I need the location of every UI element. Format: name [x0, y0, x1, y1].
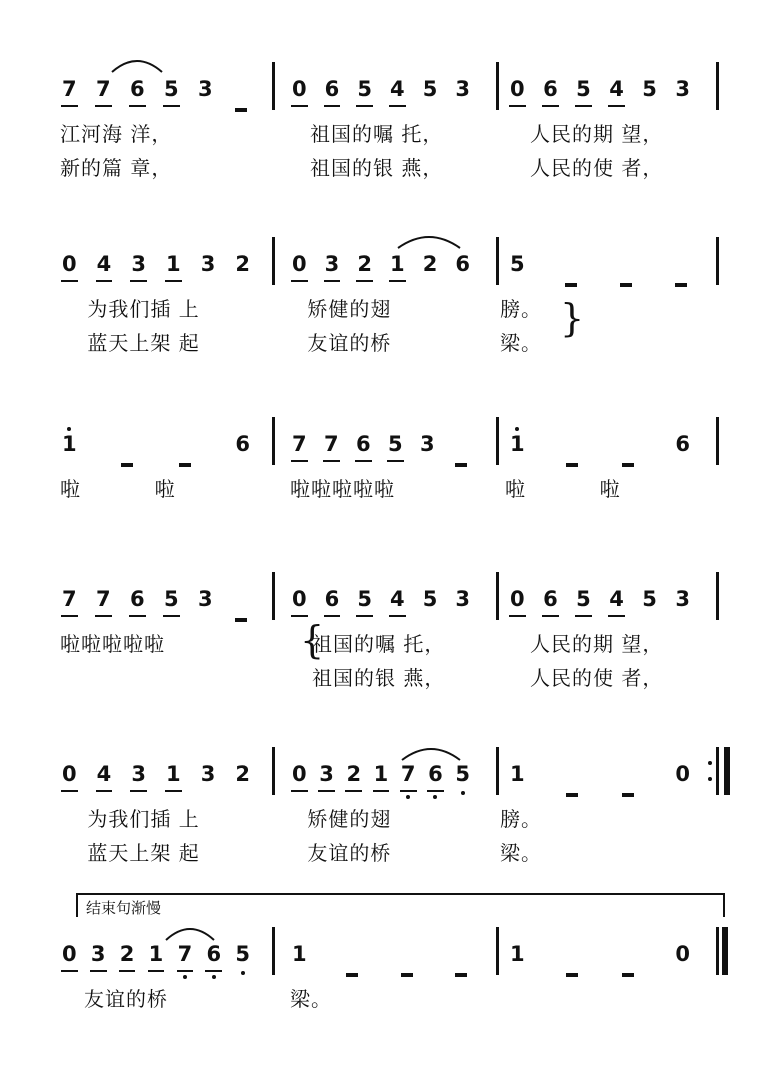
barline	[272, 237, 275, 285]
underline	[345, 790, 362, 792]
note-digit: 7	[292, 432, 307, 456]
note-digit: 4	[390, 587, 405, 611]
lyric-verse-2: 祖国的银 燕，	[310, 156, 444, 180]
underline	[129, 105, 146, 107]
low-dot	[406, 795, 410, 799]
note	[388, 431, 403, 457]
underline	[542, 105, 559, 107]
note	[62, 431, 77, 457]
high-dot	[67, 427, 71, 431]
underline	[177, 970, 194, 972]
barline	[496, 572, 499, 620]
note-digit: 5	[642, 77, 657, 101]
note	[390, 251, 405, 277]
underline	[165, 280, 182, 282]
note	[609, 76, 624, 102]
note	[164, 586, 179, 612]
measure	[292, 586, 470, 612]
underline	[575, 615, 592, 617]
barline	[272, 927, 275, 975]
barline	[272, 572, 275, 620]
note-digit: 6	[324, 587, 340, 611]
measure	[292, 761, 470, 787]
note-digit: 0	[675, 762, 690, 786]
slur	[112, 61, 162, 72]
underline	[509, 105, 526, 107]
note-digit: 3	[200, 762, 216, 786]
underline	[373, 790, 390, 792]
note	[235, 941, 250, 967]
lyric-verse-2: 人民的使 者，	[530, 156, 664, 180]
note-digit: 6	[428, 762, 443, 786]
lyric-verse-1: 祖国的嘱 托，	[310, 122, 444, 146]
note	[235, 761, 250, 787]
underline	[90, 970, 107, 972]
note	[131, 761, 146, 787]
underline	[427, 790, 444, 792]
note	[62, 586, 77, 612]
note	[510, 431, 525, 457]
note-digit: 1	[62, 432, 77, 456]
note	[131, 251, 146, 277]
lyric-verse-2: 蓝天上架 起	[80, 841, 200, 865]
note	[292, 76, 307, 102]
underline	[389, 615, 406, 617]
note-digit: 5	[164, 587, 179, 611]
note-digit: 1	[510, 942, 525, 966]
note	[576, 76, 591, 102]
note	[420, 431, 435, 457]
note	[292, 251, 307, 277]
note-digit: 4	[390, 77, 405, 101]
note-digit: 1	[166, 252, 181, 276]
note-digit: 0	[62, 252, 77, 276]
note	[423, 76, 438, 102]
note-digit: 5	[576, 587, 591, 611]
note	[455, 251, 470, 277]
underline	[165, 790, 182, 792]
underline	[291, 105, 308, 107]
barline	[496, 927, 499, 975]
note	[319, 761, 334, 787]
note-digit: 5	[164, 77, 179, 101]
underline	[323, 460, 340, 462]
verse-brace: {	[300, 618, 325, 662]
underline	[356, 615, 373, 617]
note	[62, 76, 77, 102]
underline	[96, 790, 113, 792]
note-digit: 3	[675, 587, 690, 611]
underline	[575, 105, 592, 107]
underline	[163, 615, 180, 617]
underline	[389, 105, 406, 107]
note-digit: 4	[96, 762, 112, 786]
note	[130, 76, 145, 102]
underline	[608, 615, 625, 617]
note	[166, 251, 181, 277]
lyric-verse-1: 梁。	[290, 987, 332, 1011]
note-digit: 1	[373, 762, 389, 786]
underline	[324, 615, 341, 617]
note	[62, 761, 77, 787]
underline	[130, 790, 147, 792]
lyric-verse-1: 友谊的桥	[84, 987, 168, 1011]
barline	[496, 417, 499, 465]
note-digit: 5	[642, 587, 657, 611]
low-dot	[433, 795, 437, 799]
note	[642, 586, 657, 612]
note	[324, 431, 339, 457]
underline	[509, 615, 526, 617]
barline	[716, 237, 719, 285]
lyric-verse-1: 啦啦啦啦啦	[60, 632, 165, 656]
note	[543, 586, 558, 612]
measure	[510, 941, 690, 967]
lyric-verse-2: 蓝天上架 起	[80, 331, 200, 355]
note-digit: 1	[148, 942, 164, 966]
underline	[324, 280, 341, 282]
note-digit: 0	[62, 942, 77, 966]
measure	[292, 941, 470, 967]
note-digit: 5	[357, 587, 372, 611]
lyric-verse-1: 为我们插 上	[80, 297, 200, 321]
underline	[356, 280, 373, 282]
note-digit: 4	[96, 252, 112, 276]
lyric-verse-1: 膀。	[500, 297, 542, 321]
low-dot	[241, 971, 245, 975]
note-digit: 5	[422, 77, 438, 101]
note-digit: 6	[206, 942, 222, 966]
note	[346, 761, 361, 787]
note-digit: 3	[319, 762, 334, 786]
underline	[61, 790, 78, 792]
lyric-verse-1: 啦 啦	[505, 477, 621, 501]
lyric-verse-1: 啦啦啦啦啦	[290, 477, 395, 501]
note-digit: 5	[235, 942, 250, 966]
note	[292, 431, 307, 457]
note	[120, 941, 135, 967]
note-digit: 6	[455, 252, 470, 276]
note	[356, 431, 371, 457]
note-digit: 6	[543, 587, 558, 611]
note-digit: 5	[422, 587, 438, 611]
barline	[716, 927, 719, 975]
measure	[62, 941, 250, 967]
note	[96, 76, 111, 102]
note-digit: 3	[198, 77, 213, 101]
underline	[608, 105, 625, 107]
note	[97, 761, 112, 787]
underline	[61, 970, 78, 972]
note	[97, 251, 112, 277]
note-digit: 0	[510, 587, 525, 611]
lyric-verse-1: 人民的期 望，	[530, 122, 664, 146]
note	[543, 76, 558, 102]
note-digit: 3	[131, 762, 146, 786]
note-digit: 7	[96, 77, 111, 101]
note	[62, 941, 77, 967]
barline	[716, 62, 719, 110]
underline	[119, 970, 136, 972]
repeat-dot	[708, 777, 712, 781]
measure	[292, 76, 470, 102]
lyric-verse-2: 友谊的桥	[300, 331, 392, 355]
note	[325, 251, 340, 277]
lyric-verse-2: 新的篇 章，	[60, 156, 173, 180]
note	[292, 761, 307, 787]
note	[292, 941, 307, 967]
barline	[496, 747, 499, 795]
lyric-verse-1: 人民的期 望，	[530, 632, 664, 656]
underline	[95, 615, 112, 617]
note-digit: 3	[455, 587, 470, 611]
note	[423, 251, 438, 277]
note	[675, 586, 690, 612]
note-digit: 5	[576, 77, 591, 101]
note-digit: 6	[130, 587, 145, 611]
note	[357, 76, 372, 102]
ending-bracket	[76, 893, 725, 917]
lyric-verse-1: 为我们插 上	[80, 807, 200, 831]
note-digit: 4	[609, 77, 624, 101]
note-digit: 7	[62, 587, 77, 611]
lyric-verse-1: 祖国的嘱 托，	[312, 632, 446, 656]
slur	[398, 237, 460, 248]
note	[675, 431, 690, 457]
lyric-verse-2: 祖国的银 燕，	[312, 666, 446, 690]
slur	[166, 929, 214, 940]
note-digit: 3	[90, 942, 106, 966]
low-dot	[461, 791, 465, 795]
note	[96, 586, 111, 612]
note-digit: 5	[388, 432, 403, 456]
lyric-verse-2: 梁。	[500, 841, 542, 865]
note	[91, 941, 106, 967]
note-digit: 4	[609, 587, 624, 611]
note	[455, 586, 470, 612]
note	[428, 761, 443, 787]
note	[235, 431, 250, 457]
note	[325, 76, 340, 102]
ending-label: 结束句渐慢	[86, 899, 162, 917]
note	[510, 251, 525, 277]
barline	[716, 417, 719, 465]
underline	[61, 105, 78, 107]
underline	[130, 280, 147, 282]
note-digit: 6	[543, 77, 558, 101]
note-digit: 0	[62, 762, 77, 786]
note	[292, 586, 307, 612]
lyric-verse-1: 膀。	[500, 807, 542, 831]
note	[357, 251, 372, 277]
underline	[148, 970, 165, 972]
note-digit: 6	[675, 432, 690, 456]
note	[198, 586, 213, 612]
measure	[62, 251, 250, 277]
note	[642, 76, 657, 102]
note	[401, 761, 416, 787]
note	[201, 761, 216, 787]
note	[455, 761, 470, 787]
note-digit: 0	[292, 587, 307, 611]
note	[510, 76, 525, 102]
note-digit: 5	[357, 77, 372, 101]
note-digit: 3	[324, 252, 340, 276]
measure	[62, 761, 250, 787]
underline	[400, 790, 417, 792]
note	[201, 251, 216, 277]
note-digit: 0	[510, 77, 525, 101]
note-digit: 2	[235, 762, 250, 786]
lyric-verse-2: 梁。	[500, 331, 542, 355]
underline	[205, 970, 222, 972]
lyric-verse-1: 矫健的翅	[300, 297, 392, 321]
underline	[291, 615, 308, 617]
low-dot	[212, 975, 216, 979]
note-digit: 7	[324, 432, 339, 456]
measure	[510, 76, 690, 102]
note-digit: 6	[235, 432, 250, 456]
note-digit: 6	[324, 77, 340, 101]
note	[62, 251, 77, 277]
note	[235, 251, 250, 277]
note-digit: 7	[62, 77, 77, 101]
note	[390, 586, 405, 612]
note-digit: 3	[420, 432, 435, 456]
note-digit: 1	[510, 432, 525, 456]
measure	[292, 251, 470, 277]
note-digit: 1	[166, 762, 181, 786]
underline	[291, 280, 308, 282]
note	[325, 586, 340, 612]
underline	[387, 460, 404, 462]
note	[374, 761, 389, 787]
note	[423, 586, 438, 612]
underline	[291, 460, 308, 462]
note-digit: 6	[356, 432, 371, 456]
repeat-dot	[708, 761, 712, 765]
slur	[402, 749, 460, 760]
underline	[61, 615, 78, 617]
note	[164, 76, 179, 102]
final-barline	[724, 747, 730, 795]
note-digit: 3	[198, 587, 213, 611]
note-digit: 3	[455, 77, 470, 101]
barline	[716, 747, 719, 795]
underline	[129, 615, 146, 617]
note	[609, 586, 624, 612]
measure	[510, 251, 690, 277]
note-digit: 5	[510, 252, 525, 276]
measure	[62, 431, 250, 457]
note-digit: 7	[177, 942, 193, 966]
lyric-verse-2: 友谊的桥	[300, 841, 392, 865]
final-barline	[722, 927, 728, 975]
underline	[542, 615, 559, 617]
underline	[318, 790, 335, 792]
barline	[716, 572, 719, 620]
note-digit: 1	[390, 252, 405, 276]
measure	[510, 431, 690, 457]
measure	[62, 76, 250, 102]
lyric-verse-2: 人民的使 者，	[530, 666, 664, 690]
note-digit: 1	[292, 942, 307, 966]
underline	[355, 460, 372, 462]
measure	[510, 586, 690, 612]
note	[166, 761, 181, 787]
note-digit: 3	[131, 252, 146, 276]
measure	[292, 431, 470, 457]
note	[675, 761, 690, 787]
note-digit: 2	[235, 252, 250, 276]
underline	[324, 105, 341, 107]
note-digit: 3	[200, 252, 216, 276]
note	[576, 586, 591, 612]
note-digit: 0	[292, 77, 307, 101]
verse-brace: }	[560, 296, 585, 340]
measure	[510, 761, 690, 787]
note	[510, 761, 525, 787]
note-digit: 7	[400, 762, 416, 786]
note	[178, 941, 193, 967]
note-digit: 2	[119, 942, 135, 966]
note	[390, 76, 405, 102]
note-digit: 0	[292, 252, 307, 276]
measure	[62, 586, 250, 612]
note-digit: 7	[96, 587, 111, 611]
lyric-verse-1: 江河海 洋，	[60, 122, 173, 146]
note-digit: 2	[346, 762, 362, 786]
barline	[272, 417, 275, 465]
low-dot	[183, 975, 187, 979]
note	[206, 941, 221, 967]
note-digit: 1	[510, 762, 525, 786]
barline	[496, 62, 499, 110]
note	[357, 586, 372, 612]
underline	[291, 790, 308, 792]
lyric-verse-1: 矫健的翅	[300, 807, 392, 831]
underline	[61, 280, 78, 282]
underline	[96, 280, 113, 282]
note-digit: 5	[455, 762, 470, 786]
underline	[389, 280, 406, 282]
note-digit: 2	[357, 252, 372, 276]
note	[510, 586, 525, 612]
note-digit: 3	[675, 77, 690, 101]
note-digit: 6	[130, 77, 145, 101]
note	[198, 76, 213, 102]
note	[675, 941, 690, 967]
note	[149, 941, 164, 967]
high-dot	[515, 427, 519, 431]
barline	[496, 237, 499, 285]
underline	[95, 105, 112, 107]
underline	[163, 105, 180, 107]
barline	[272, 62, 275, 110]
note	[675, 76, 690, 102]
note-digit: 0	[292, 762, 307, 786]
note-digit: 0	[675, 942, 690, 966]
note	[455, 76, 470, 102]
note-digit: 2	[422, 252, 438, 276]
lyric-verse-1: 啦 啦	[60, 477, 176, 501]
underline	[356, 105, 373, 107]
note	[130, 586, 145, 612]
note	[510, 941, 525, 967]
barline	[272, 747, 275, 795]
